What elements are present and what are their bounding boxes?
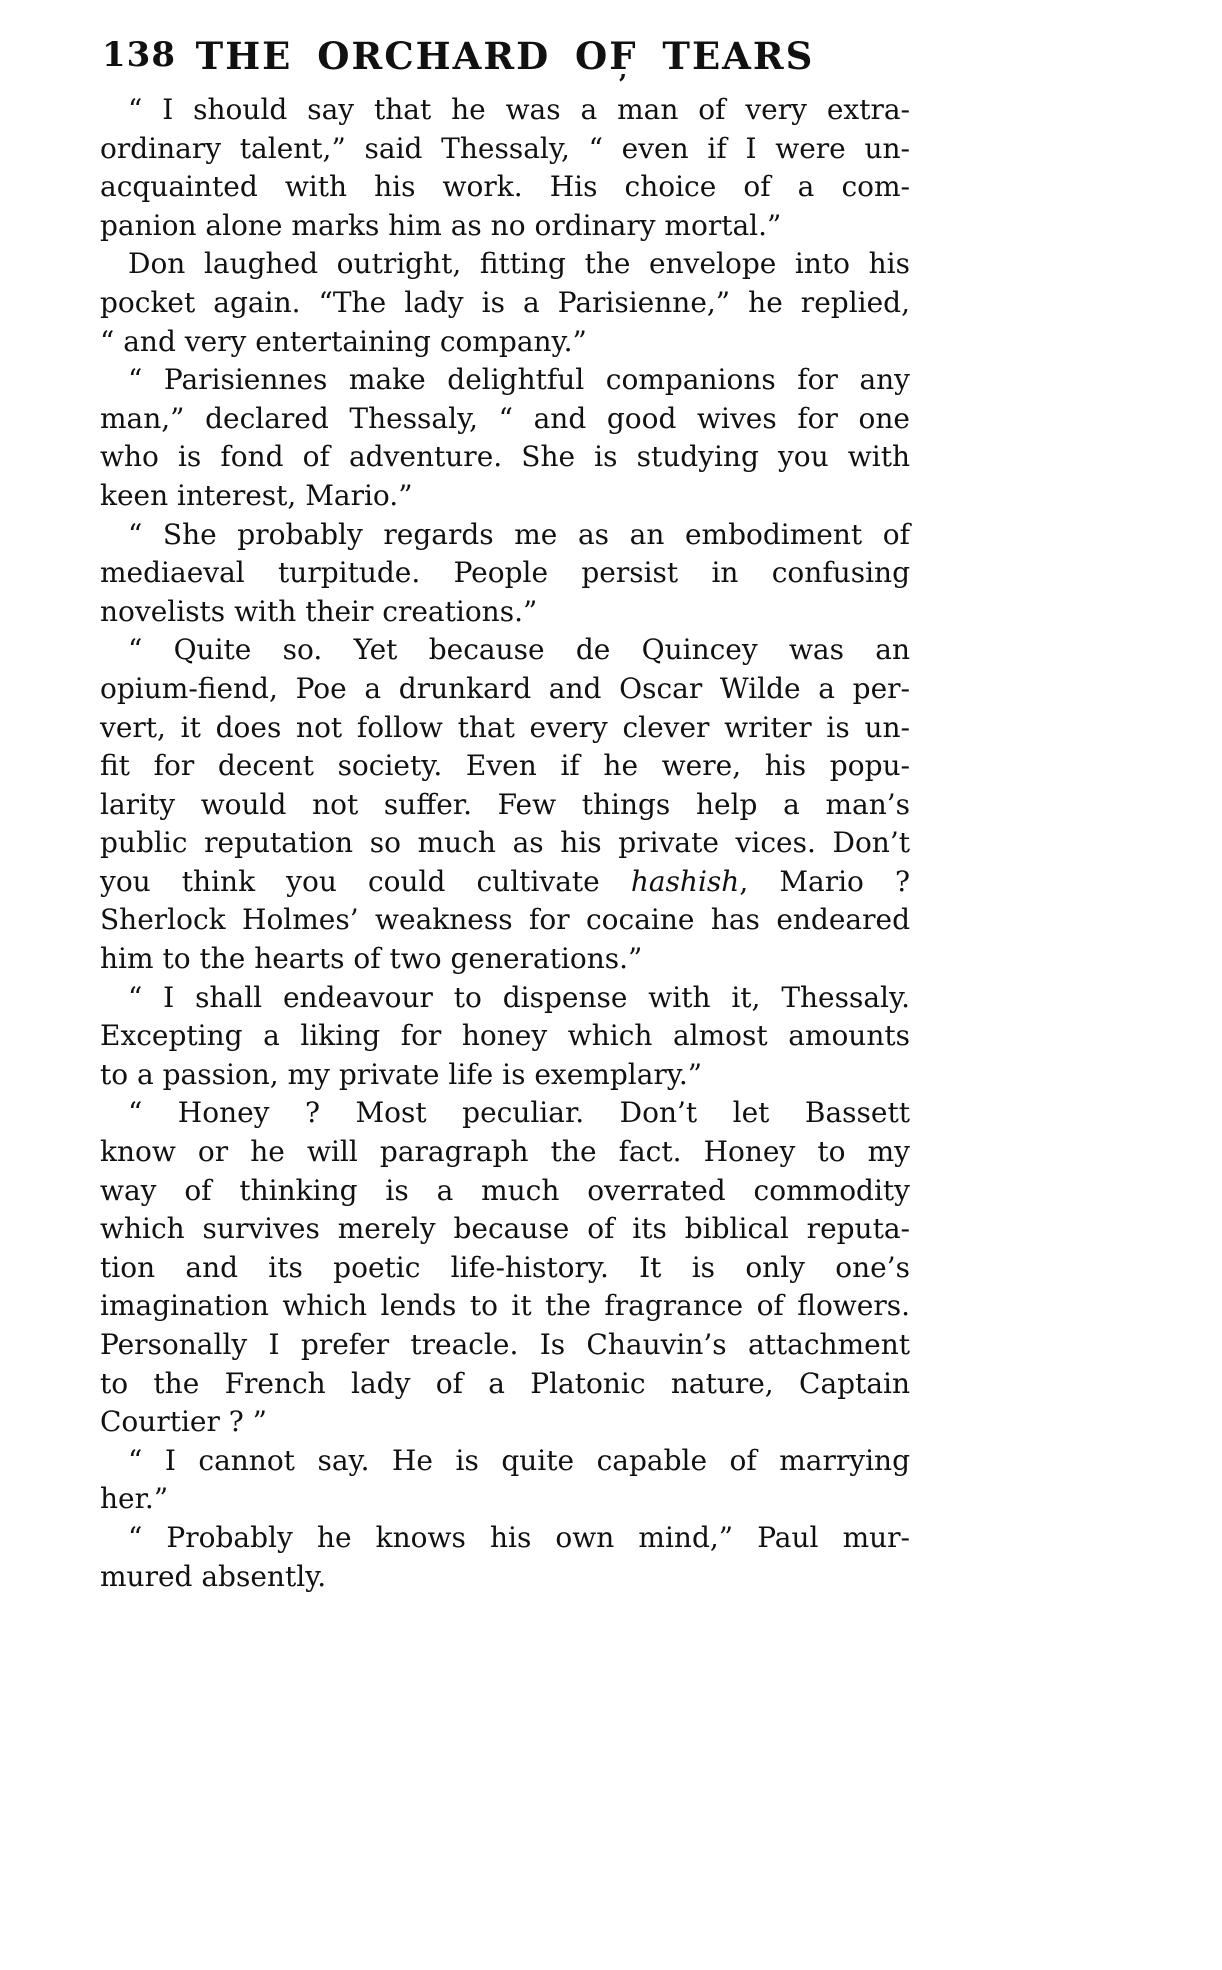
text-line: “ She probably regards me as an embodiment of xyxy=(128,517,910,551)
text-line: “ Parisiennes make delightful companions for any xyxy=(128,363,910,397)
text-line: imagination which lends to it the fragrance of flowers. xyxy=(100,1289,910,1323)
text-line: panion alone marks him as no ordinary mortal.” xyxy=(100,208,782,242)
text-line: acquainted with his work. His choice of a com- xyxy=(100,170,910,204)
text-line: him to the hearts of two generations.” xyxy=(100,942,643,976)
text-line: “ Probably he knows his own mind,” Paul mur- xyxy=(128,1520,910,1554)
page-number: 138 xyxy=(102,35,176,75)
print-artifact-mark: ’ xyxy=(618,70,628,100)
text-line: ordinary talent,” said Thessaly, “ even if I were un- xyxy=(100,131,910,165)
paragraph xyxy=(100,979,910,1095)
page-header xyxy=(100,30,910,100)
text-line: mured absently. xyxy=(100,1559,327,1593)
paragraph xyxy=(100,1442,910,1519)
text-line: Sherlock Holmes’ weakness for cocaine has endeared xyxy=(100,903,910,937)
paragraph xyxy=(100,631,910,978)
text-line: keen interest, Mario.” xyxy=(100,478,413,512)
text-line: “ I shall endeavour to dispense with it, Thessaly. xyxy=(128,980,910,1014)
text-line: public reputation so much as his private vices. Don’t xyxy=(100,826,910,860)
text-line: Excepting a liking for honey which almost amounts xyxy=(100,1019,910,1053)
text-line: Don laughed outright, fitting the envelope into his xyxy=(128,247,910,281)
body-text xyxy=(100,91,910,1596)
page-title: THE ORCHARD OF TEARS xyxy=(195,34,815,78)
text-line: vert, it does not follow that every clever writer is un- xyxy=(100,710,910,744)
text-line: larity would not suffer. Few things help a man’s xyxy=(100,787,910,821)
paragraph xyxy=(100,516,910,632)
text-line: to the French lady of a Platonic nature, Captain xyxy=(100,1366,910,1400)
paragraph xyxy=(100,91,910,245)
text-line: “ I cannot say. He is quite capable of marrying xyxy=(128,1443,910,1477)
text-line: you think you could cultivate hashish, Mario ? xyxy=(100,864,910,898)
paragraph xyxy=(100,245,910,361)
text-line: pocket again. “The lady is a Parisienne,” he replied, xyxy=(100,285,910,319)
text-line: know or he will paragraph the fact. Honey to my xyxy=(100,1135,910,1169)
text-line: man,” declared Thessaly, “ and good wives for one xyxy=(100,401,910,435)
text-line: opium-fiend, Poe a drunkard and Oscar Wilde a per- xyxy=(100,671,910,705)
text-line: who is fond of adventure. She is studying you with xyxy=(100,440,910,474)
text-line: “ and very entertaining company.” xyxy=(100,324,587,358)
text-line: tion and its poetic life-history. It is only one’s xyxy=(100,1250,910,1284)
text-line: to a passion, my private life is exemplary.” xyxy=(100,1057,703,1091)
text-block xyxy=(100,30,910,1596)
text-line: “ Honey ? Most peculiar. Don’t let Bassett xyxy=(128,1096,910,1130)
text-line: which survives merely because of its biblical reputa- xyxy=(100,1212,910,1246)
text-line: “ I should say that he was a man of very extra- xyxy=(128,93,910,126)
paragraph xyxy=(100,1094,910,1441)
text-line: fit for decent society. Even if he were, his popu- xyxy=(100,749,910,783)
text-line: Personally I prefer treacle. Is Chauvin’s attachment xyxy=(100,1328,910,1361)
text-line: “ Quite so. Yet because de Quincey was an xyxy=(128,633,910,667)
text-line: way of thinking is a much overrated commodity xyxy=(100,1173,910,1207)
paragraph xyxy=(100,1519,910,1596)
text-line: novelists with their creations.” xyxy=(100,594,538,628)
text-line: her.” xyxy=(100,1482,169,1516)
text-line: Courtier ? ” xyxy=(100,1405,267,1439)
paragraph xyxy=(100,361,910,515)
text-line: mediaeval turpitude. People persist in confusing xyxy=(100,556,910,590)
